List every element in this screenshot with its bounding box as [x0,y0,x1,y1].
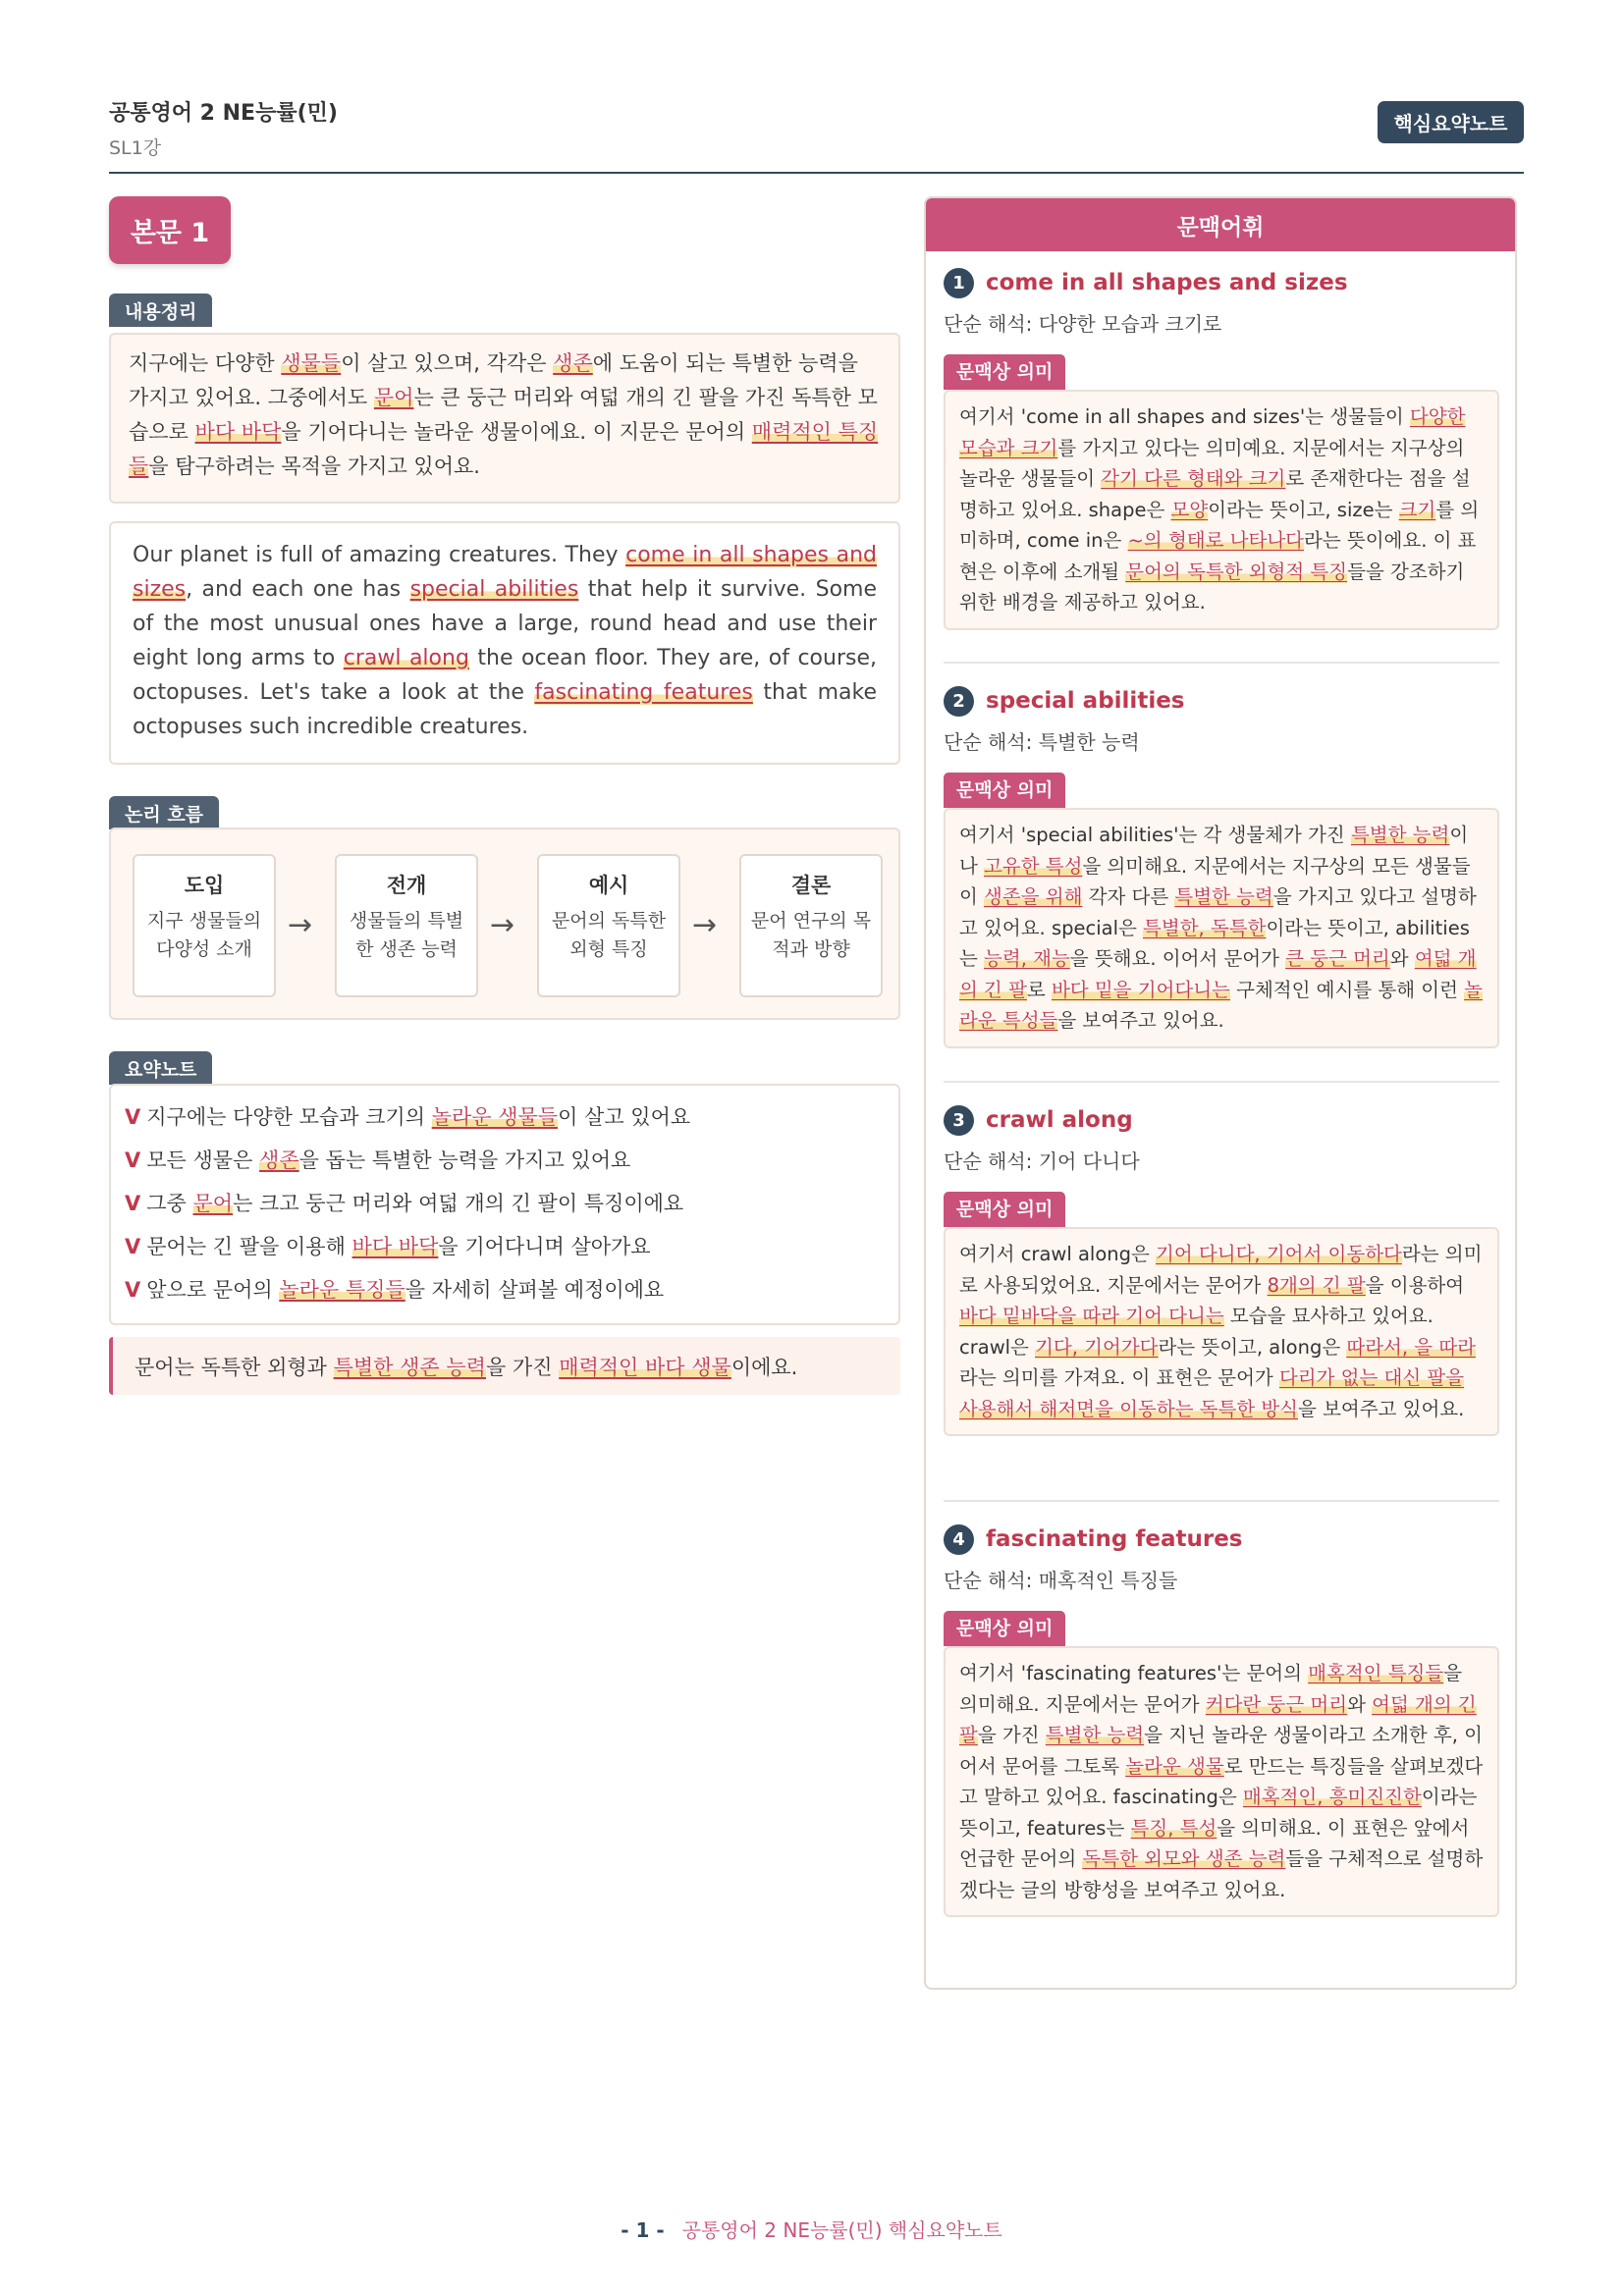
highlighted-phrase: special abilities [409,577,579,602]
highlighted-phrase: 문어 [192,1192,234,1215]
check-mark-icon: V [125,1235,141,1258]
text-run: 을 지닌 놀라운 생물이라고 소개한 후, 이어서 문어를 그토록 [959,1724,1483,1778]
highlighted-phrase: 생물들 [281,351,342,375]
flow-card-text: 문어의 독특한 외형 특징 [551,910,667,960]
highlighted-phrase: 특별한, 독특한 [1143,916,1267,939]
highlighted-phrase: 놀라운 특성들 [959,978,1483,1032]
simple-text: 기어 다니다 [1038,1149,1140,1173]
text-run: 모든 생물은 [146,1148,260,1172]
highlighted-phrase: 다양한 모습과 크기 [959,405,1466,459]
text-run: 들을 구체적으로 설명하겠다는 글의 방향성을 보여주고 있어요. [959,1847,1484,1901]
highlighted-phrase: 8개의 긴 팔 [1267,1273,1366,1297]
simple-text: 다양한 모습과 크기로 [1038,312,1222,336]
korean-summary [109,333,900,504]
highlighted-phrase: 바다 밑바닥을 따라 기어 다니는 [959,1305,1224,1327]
page-number: - 1 - [621,2218,665,2242]
note-text [146,1192,683,1215]
text-run: 로 존재한다는 점을 설명하고 있어요. shape은 [959,467,1471,521]
text-run: 지구에는 다양한 모습과 크기의 [146,1105,432,1129]
text-run: 이 살고 있어요 [558,1105,691,1129]
vocab-title [944,683,1499,719]
vocab-term: fascinating features [986,1526,1243,1552]
text-run: 를 의미하며, come in은 [959,498,1480,552]
summary-tag: 내용정리 [109,294,212,327]
text-run: 여기서 'come in all shapes and sizes'는 생물들이 [959,405,1410,428]
text-run: Our planet is full of amazing creatures. They [133,543,626,567]
english-passage [109,521,900,765]
vocab-item-4 [944,1522,1499,1917]
text-run: 라는 의미로 사용되었어요. 지문에서는 문어가 [959,1243,1483,1297]
note-item [125,1268,885,1311]
text-run: 여기서 crawl along은 [959,1243,1157,1265]
flow-card-text: 생물들의 특별한 생존 능력 [349,910,464,960]
highlighted-phrase: 놀라운 생물 [1125,1754,1224,1778]
flow-card-conclusion [739,854,883,997]
highlighted-phrase: 매력적인 특징들 [129,420,879,478]
highlighted-phrase: ~의 형태로 나타나다 [1127,529,1305,552]
text-run: 각자 다른 [1082,885,1175,908]
highlighted-phrase: 특별한 능력 [1174,885,1273,908]
text-run: 들을 강조하기 위한 배경을 제공하고 있어요. [959,560,1465,614]
text-run: 는 크고 둥근 머리와 여덟 개의 긴 팔이 특징이에요 [233,1192,684,1215]
vocab-item-1 [944,265,1499,630]
text-run: 그중 [146,1192,193,1215]
text-run: 이라는 뜻이고, features는 [959,1786,1478,1840]
context-meaning [944,1646,1499,1917]
flow-card-text: 문어 연구의 목적과 방향 [750,910,872,960]
simple-prefix: 단순 해석: [944,312,1039,336]
text-run: 을 기어다니는 놀라운 생물이에요. 이 지문은 문어의 [281,420,752,444]
text-run: 지구에는 다양한 [129,351,282,375]
text-run: 이라는 뜻이고, abilities는 [959,916,1470,970]
simple-text: 특별한 능력 [1038,730,1140,754]
section-tab: 본문 1 [109,196,231,264]
vocab-term: special abilities [986,688,1185,714]
arrow-right-icon: → [288,908,313,942]
text-run: that help it survive. Some of the most unusual ones have a large, round head and use their eight long arms to [133,577,877,670]
highlighted-phrase: 능력, 재능 [984,947,1070,970]
context-meaning [944,808,1499,1048]
vocab-number-badge: 3 [944,1105,974,1136]
vocab-number-badge: 1 [944,268,974,298]
highlighted-phrase: 특별한 능력 [1350,824,1450,846]
text-run: 는 큰 둥근 머리와 여덟 개의 긴 팔을 가진 독특한 모습으로 [129,386,878,444]
vocab-heading: 문맥어휘 [926,198,1515,251]
flow-card-intro [133,854,276,997]
highlighted-phrase: 여덟 개의 긴 팔 [959,947,1477,1001]
context-meaning [944,390,1499,630]
flow-card-development [335,854,478,997]
text-run: 로 [1026,978,1052,1001]
text-run: 을 의미해요. 지문에서는 문어가 [959,1662,1463,1716]
text-run: 을 의미해요. 지문에서는 지구상의 모든 생물들이 [959,854,1471,908]
highlighted-phrase: 고유한 특성 [984,854,1083,878]
logic-flow [109,828,900,1020]
text-run: that make octopuses such incredible creatures. [133,680,877,739]
highlighted-phrase: 매력적인 바다 생물 [559,1355,731,1379]
text-run: 앞으로 문어의 [146,1278,280,1302]
highlighted-phrase: 바다 바닥 [352,1235,439,1258]
text-run: 이 살고 있으며, 각각은 [341,351,554,375]
text-run: 이라는 뜻이고, size는 [1208,498,1399,521]
text-run: 을 돕는 특별한 능력을 가지고 있어요 [298,1148,631,1172]
highlighted-phrase: 생존 [553,351,593,375]
text-run: 와 [1389,947,1415,970]
vocab-divider [944,662,1499,664]
highlighted-phrase: 기어 다니다, 기어서 이동하다 [1156,1243,1402,1265]
highlighted-phrase: 생존을 위해 [984,885,1083,908]
note-text [146,1235,650,1258]
simple-prefix: 단순 해석: [944,1569,1039,1592]
vocab-title [944,1522,1499,1557]
vocab-title [944,265,1499,300]
note-text [146,1278,664,1302]
highlighted-phrase: 생존 [259,1148,299,1172]
arrow-right-icon: → [490,908,515,942]
flow-card-title: 도입 [184,874,225,897]
highlighted-phrase: crawl along [343,646,469,670]
text-run: 을 탐구하려는 목적을 가지고 있어요. [148,454,480,478]
text-run: 문어는 독특한 외형과 [135,1355,334,1379]
text-run: 을 뜻해요. 이어서 문어가 [1069,947,1286,970]
flow-card-title: 결론 [790,874,832,897]
text-run: 여기서 'special abilities'는 각 생물체가 가진 [959,824,1351,846]
text-run: 에 도움이 되는 특별한 능력을 가지고 있어요. 그중에서도 [129,351,858,409]
note-item [125,1095,885,1139]
text-run: 을 보여주고 있어요. [1298,1397,1465,1420]
logic-flow-tag: 논리 흐름 [109,796,219,829]
document-title: 공통영어 2 NE능률(민) [109,101,338,126]
highlighted-phrase: 여덟 개의 긴 팔 [959,1692,1477,1746]
highlighted-phrase: 바다 바닥 [194,420,282,444]
note-text [146,1105,690,1129]
check-mark-icon: V [125,1192,141,1215]
vocab-simple-meaning [944,1565,1499,1593]
text-run: 모습을 묘사하고 있어요. crawl은 [959,1305,1434,1359]
vocab-item-3 [944,1102,1499,1436]
text-run: 을 기어다니며 살아가요 [438,1235,651,1258]
highlighted-phrase: 특징, 특성 [1130,1816,1217,1840]
check-mark-icon: V [125,1148,141,1172]
highlighted-phrase: 문어의 독특한 외형적 특징 [1125,560,1348,583]
highlighted-phrase: fascinating features [534,680,753,705]
highlighted-phrase: 놀라운 생물들 [431,1105,559,1129]
flow-card-text: 지구 생물들의 다양성 소개 [146,910,262,960]
vocab-term: crawl along [986,1107,1133,1133]
footer-text: 공통영어 2 NE능률(민) 핵심요약노트 [681,2218,1002,2242]
vocab-title [944,1102,1499,1138]
highlighted-phrase: 문어 [373,386,414,409]
text-run: 라는 의미를 가져요. 이 표현은 문어가 [959,1366,1279,1389]
vocab-number-badge: 2 [944,686,974,717]
text-run: 라는 뜻이고, along은 [1158,1335,1347,1359]
highlighted-phrase: come in all shapes and sizes [133,543,877,602]
flow-card-title: 예시 [588,874,629,897]
text-run: 이나 [959,824,1469,878]
context-meaning-tag: 문맥상 의미 [944,1192,1065,1227]
text-run: 을 가진 [485,1355,560,1379]
note-item [125,1182,885,1225]
text-run: 를 가지고 있다는 의미예요. 지문에서는 지구상의 놀라운 생물들이 [959,436,1465,490]
highlighted-phrase: 바다 밑을 기어다니는 [1051,978,1230,1001]
text-run: the ocean floor. They are, of course, octopuses. Let's take a look at the [133,646,877,705]
note-type-badge: 핵심요약노트 [1378,101,1524,143]
simple-prefix: 단순 해석: [944,730,1039,754]
text-run: 을 의미해요. 이 표현은 앞에서 언급한 문어의 [959,1816,1470,1870]
page-footer [0,2215,1623,2243]
highlighted-phrase: 특별한 생존 능력 [333,1355,486,1379]
highlighted-phrase: 기다, 기어가다 [1035,1335,1159,1359]
text-run: 을 이용하여 [1365,1273,1465,1297]
vocab-simple-meaning [944,308,1499,337]
vocab-item-2 [944,683,1499,1048]
vocab-number-badge: 4 [944,1524,974,1555]
highlighted-phrase: 모양 [1170,498,1209,521]
highlighted-phrase: 독특한 외모와 생존 능력 [1082,1847,1286,1870]
arrow-right-icon: → [692,908,718,942]
highlighted-phrase: 특별한 능력 [1045,1724,1145,1746]
note-text [146,1148,630,1172]
text-run: 을 가지고 있다고 설명하고 있어요. special은 [959,885,1477,939]
text-run: 을 가진 [977,1724,1046,1746]
context-vocab-panel [924,196,1517,1990]
highlighted-phrase: 크기 [1398,498,1436,521]
check-mark-icon: V [125,1278,141,1302]
highlighted-phrase: 각기 다른 형태와 크기 [1101,467,1286,490]
vocab-term: come in all shapes and sizes [986,270,1348,295]
simple-prefix: 단순 해석: [944,1149,1039,1173]
highlighted-phrase: 매혹적인 특징들 [1308,1662,1444,1684]
text-run: 라는 뜻이에요. 이 표현은 이후에 소개될 [959,529,1477,583]
summary-notes [109,1084,900,1325]
vocab-simple-meaning [944,726,1499,755]
vocab-divider [944,1500,1499,1502]
vocab-simple-meaning [944,1146,1499,1174]
flow-card-example [537,854,680,997]
highlighted-phrase: 매혹적인, 흥미진진한 [1242,1786,1422,1808]
context-meaning-tag: 문맥상 의미 [944,773,1065,808]
highlighted-phrase: 놀라운 특징들 [279,1278,406,1302]
text-run: 을 보여주고 있어요. [1057,1009,1224,1032]
highlighted-phrase: 커다란 둥근 머리 [1205,1692,1348,1716]
simple-text: 매혹적인 특징들 [1038,1569,1178,1592]
text-run: 로 만드는 특징들을 살펴보겠다고 말하고 있어요. fascinating은 [959,1754,1484,1808]
text-run: 을 자세히 살펴볼 예정이에요 [405,1278,665,1302]
text-run: 문어는 긴 팔을 이용해 [146,1235,352,1258]
highlighted-phrase: 큰 둥근 머리 [1285,947,1390,970]
text-run: 와 [1347,1692,1373,1716]
context-meaning-tag: 문맥상 의미 [944,1611,1065,1646]
header-divider [109,172,1524,174]
conclusion-text [135,1352,797,1381]
conclusion-callout [109,1337,900,1395]
text-run: 이에요. [730,1355,798,1379]
highlighted-phrase: 따라서, 을 따라 [1346,1335,1476,1359]
flow-card-title: 전개 [386,874,427,897]
note-item [125,1225,885,1268]
summary-notes-tag: 요약노트 [109,1051,212,1085]
highlighted-phrase: 다리가 없는 대신 팔을 사용해서 해저면을 이동하는 독특한 방식 [959,1366,1465,1420]
note-item [125,1139,885,1182]
text-run: 구체적인 예시를 통해 이런 [1229,978,1465,1001]
lesson-subtitle: SL1강 [109,137,162,159]
text-run: 여기서 'fascinating features'는 문어의 [959,1662,1309,1684]
text-run: , and each one has [186,577,410,602]
context-meaning [944,1227,1499,1436]
vocab-divider [944,1081,1499,1083]
check-mark-icon: V [125,1105,141,1129]
context-meaning-tag: 문맥상 의미 [944,354,1065,390]
